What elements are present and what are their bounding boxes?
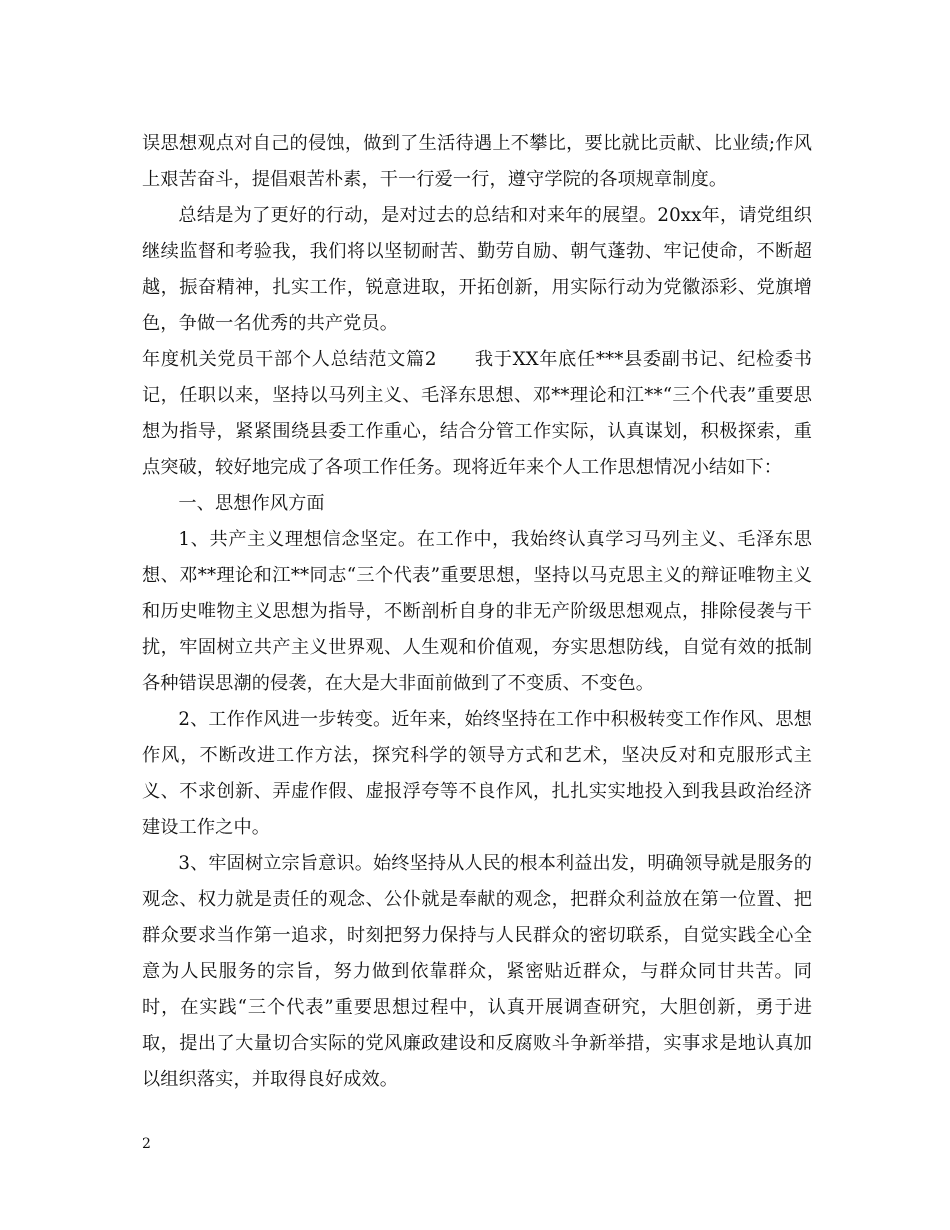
paragraph-point-2: 2、工作作风进一步转变。近年来，始终坚持在工作中积极转变工作作风、思想作风，不断改进工作方法，探究科学的领导方式和艺术，坚决反对和克服形式主义、不求创新、弄虚作假、虚报浮夸等不良作风，扎扎实实地投入到我县政治经济建设工作之中。: [142, 709, 812, 838]
paragraph-3-article-heading: 年度机关党员干部个人总结范文篇2 我于XX年底任***县委副书记、纪检委书记，任职以来，坚持以马列主义、毛泽东思想、邓**理论和江**“三个代表”重要思想为指导，紧紧围绕县委工作重心，结合分管工作实际，认真谋划，积极探索，重点突破，较好地完成了各项工作任务。现将近年来个人工作思想情况小结如下：: [142, 349, 812, 478]
paragraph-point-1: 1、共产主义理想信念坚定。在工作中，我始终认真学习马列主义、毛泽东思想、邓**理论和江**同志“三个代表”重要思想，坚持以马克思主义的辩证唯物主义和历史唯物主义思想为指导，不断剖析自身的非无产阶级思想观点，排除侵袭与干扰，牢固树立共产主义世界观、人生观和价值观，夯实思想防线，自觉有效的抵制各种错误思潮的侵袭，在大是大非面前做到了不变质、不变色。: [142, 529, 812, 694]
document-body: [142, 126, 812, 1098]
section-heading: 一、思想作风方面: [178, 493, 325, 514]
paragraph-2: 总结是为了更好的行动，是对过去的总结和对来年的展望。20xx年，请党组织继续监督和考验我，我们将以坚韧耐苦、勤劳自励、朝气蓬勃、牢记使命，不断超越，振奋精神，扎实工作，锐意进取，开拓创新，用实际行动为党徽添彩、党旗增色，争做一名优秀的共产党员。: [142, 205, 812, 334]
page-number: 2: [142, 1136, 151, 1152]
paragraph-1: 误思想观点对自己的侵蚀，做到了生活待遇上不攀比，要比就比贡献、比业绩;作风上艰苦奋斗，提倡艰苦朴素，干一行爱一行，遵守学院的各项规章制度。: [142, 133, 812, 190]
paragraph-point-3: 3、牢固树立宗旨意识。始终坚持从人民的根本利益出发，明确领导就是服务的观念、权力就是责任的观念、公仆就是奉献的观念，把群众利益放在第一位置、把群众要求当作第一追求，时刻把努力保持与人民群众的密切联系，自觉实践全心全意为人民服务的宗旨，努力做到依靠群众，紧密贴近群众，与群众同甘共苦。同时，在实践“三个代表”重要思想过程中，认真开展调查研究，大胆创新，勇于进取，提出了大量切合实际的党风廉政建设和反腐败斗争新举措，实事求是地认真加以组织落实，并取得良好成效。: [142, 853, 812, 1090]
